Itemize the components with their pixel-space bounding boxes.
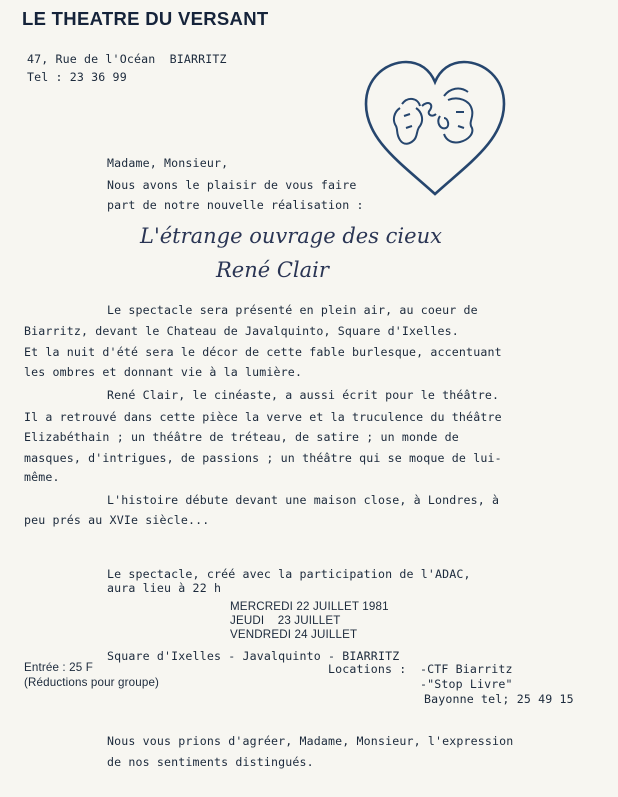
play-author: René Clair	[216, 258, 329, 282]
schedule-venue: Square d'Ixelles - Javalquinto - BIARRITZ	[107, 649, 400, 663]
body-line: masques, d'intrigues, de passions ; un théâtre qui se moque de lui-	[24, 451, 502, 465]
heart-masks-icon	[360, 56, 510, 206]
body-line: René Clair, le cinéaste, a aussi écrit pour le théâtre.	[107, 388, 500, 402]
organization-name: LE THEATRE DU VERSANT	[22, 8, 269, 29]
organization-address: 47, Rue de l'Océan BIARRITZ	[27, 52, 227, 66]
body-line: peu prés au XVIe siècle...	[24, 513, 210, 527]
body-line: les ombres et donnant vie à la lumière.	[24, 365, 303, 379]
closing-line: de nos sentiments distingués.	[107, 755, 314, 769]
locations-label: Locations :	[328, 662, 407, 676]
schedule-intro: Le spectacle, créé avec la participation de l'ADAC,	[107, 567, 471, 581]
greeting-line: Nous avons le plaisir de vous faire	[107, 178, 357, 192]
body-line: Biarritz, devant le Chateau de Javalquinto, Square d'Ixelles.	[24, 324, 459, 338]
greeting-salutation: Madame, Monsieur,	[107, 156, 229, 170]
schedule-intro: aura lieu à 22 h	[107, 581, 222, 595]
body-line: Le spectacle sera présenté en plein air, au coeur de	[107, 303, 478, 317]
body-line: L'histoire débute devant une maison close, à Londres, à	[107, 493, 500, 507]
location-item: Bayonne tel; 25 49 15	[424, 692, 574, 706]
schedule-date: MERCREDI 22 JUILLET 1981	[230, 600, 389, 613]
greeting-line: part de notre nouvelle réalisation :	[107, 198, 364, 212]
body-line: Elizabéthain ; un théâtre de tréteau, de satire ; un monde de	[24, 430, 459, 444]
organization-phone: Tel : 23 36 99	[27, 70, 127, 84]
location-item: -CTF Biarritz	[420, 662, 513, 676]
location-item: -"Stop Livre"	[420, 677, 513, 691]
closing-line: Nous vous prions d'agréer, Madame, Monsieur, l'expression	[107, 734, 514, 748]
ticket-price: Entrée : 25 F	[24, 661, 93, 674]
schedule-date: VENDREDI 24 JUILLET	[230, 628, 358, 641]
play-title: L'étrange ouvrage des cieux	[140, 224, 442, 248]
body-line: même.	[24, 470, 60, 484]
body-line: Et la nuit d'été sera le décor de cette fable burlesque, accentuant	[24, 345, 502, 359]
schedule-date: JEUDI 23 JUILLET	[230, 614, 341, 627]
body-line: Il a retrouvé dans cette pièce la verve et la truculence du théâtre	[24, 410, 502, 424]
ticket-reductions: (Réductions pour groupe)	[24, 676, 160, 689]
